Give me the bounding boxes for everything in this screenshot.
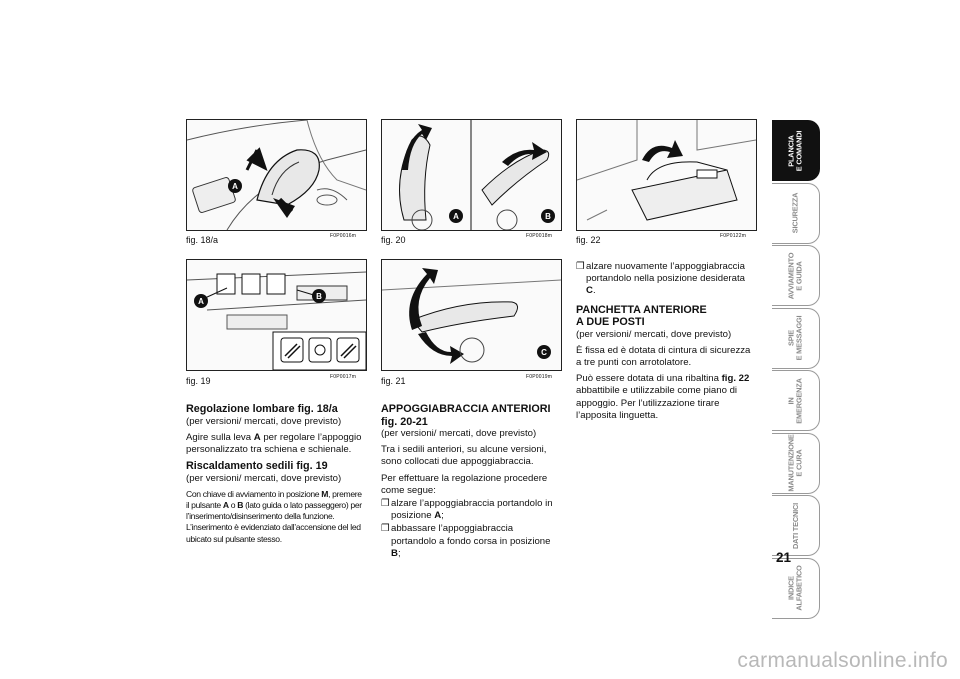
- page-number: 21: [776, 550, 792, 565]
- lumbar-heading: Regolazione lombare fig. 18/a: [186, 403, 338, 415]
- lumbar-paragraph: Agire sulla leva A per regolare l’appoggio personalizzato tra schiena e schienale.: [186, 431, 362, 455]
- armrest-position-illustration: [382, 260, 561, 370]
- chapter-tab-0[interactable]: [772, 120, 820, 181]
- armrest-heading-figs: fig. 20-21: [381, 415, 428, 428]
- armrest-subheading: (per versioni/ mercati, dove previsto): [381, 428, 537, 439]
- fig21-code: F0P0019m: [526, 374, 553, 380]
- armrest-heading: APPOGGIABRACCIA ANTERIORI: [381, 403, 551, 415]
- armrest-paragraph-2: Per effettuare la regolazione procedere come segue:: [381, 472, 548, 496]
- fig21-caption: fig. 21: [381, 376, 406, 386]
- fig18a-code: F0P0016m: [330, 233, 357, 239]
- armrest-paragraph-1: Tra i sedili anteriori, su alcune versioni, sono collocati due appoggiabraccia.: [381, 444, 547, 468]
- chapter-tab-label: PLANCIA E COMANDI: [786, 130, 804, 171]
- bench-subheading: (per versioni/ mercati, dove previsto): [576, 328, 732, 340]
- fig22-caption: fig. 22: [576, 235, 601, 245]
- armrest-bullet-2: ❒ abbassare l’appoggiabraccia portandolo a fondo corsa in posizione B;: [381, 523, 551, 559]
- seat-heating-illustration: [187, 260, 366, 370]
- lumbar-subheading: (per versioni/ mercati, dove previsto): [186, 415, 342, 427]
- figure-22: [576, 119, 757, 231]
- figure-20: [381, 119, 562, 231]
- chapter-tab-label: AVVIAMENTO E GUIDA: [786, 252, 804, 299]
- figure-21: [381, 259, 562, 371]
- fig20-label-b: B: [545, 212, 551, 221]
- chapter-tab-label: SPIE E MESSAGGI: [786, 315, 804, 361]
- bullet-marker: ❒: [576, 261, 585, 272]
- front-bench-table-illustration: [577, 120, 756, 230]
- fig19-caption: fig. 19: [186, 376, 211, 386]
- fig20-caption: fig. 20: [381, 235, 406, 245]
- chapter-tab-label: SICUREZZA: [790, 192, 800, 234]
- bench-heading-2: A DUE POSTI: [576, 316, 645, 329]
- chapter-tab-7[interactable]: [772, 558, 820, 619]
- armrest-raise-illustration: [382, 120, 561, 230]
- chapter-tab-4[interactable]: [772, 370, 820, 431]
- seat-heating-paragraph: Con chiave di avviamento in posizione M, premere il pulsante A o B (lato guida o lato passeggero) per l’inserimento/disinserimento della funzione. L’inserimento è evidenziato dall’accensione del led ubicato sul pulsante stesso.: [186, 488, 362, 544]
- fig19-label-a: A: [198, 297, 204, 306]
- chapter-tabs: [772, 120, 820, 620]
- seat-heating-heading: Riscaldamento sedili fig. 19: [186, 460, 328, 473]
- fig21-label-c: C: [541, 348, 547, 357]
- column-3: [576, 261, 756, 426]
- chapter-tab-label: IN EMERGENZA: [786, 377, 804, 424]
- bench-heading: PANCHETTA ANTERIORE: [576, 303, 707, 316]
- chapter-tab-label: INDICE ALFABETICO: [786, 565, 804, 611]
- chapter-tab-6[interactable]: [772, 495, 820, 556]
- lumbar-lever-illustration: [187, 120, 366, 230]
- chapter-tab-5[interactable]: [772, 433, 820, 494]
- figure-18a: [186, 119, 367, 231]
- column-2: [381, 403, 561, 561]
- chapter-tab-label: DATI TECNICI: [790, 502, 800, 549]
- fig19-label-b: B: [316, 292, 322, 301]
- column-1: [186, 403, 366, 549]
- fig20-label-a: A: [453, 212, 459, 221]
- seat-heating-subheading: (per versioni/ mercati, dove previsto): [186, 472, 342, 484]
- chapter-tab-2[interactable]: [772, 245, 820, 306]
- bullet-marker: ❒: [381, 523, 390, 535]
- bullet-marker: ❒: [381, 498, 390, 510]
- armrest-bullet-1: ❒ alzare l’appoggiabraccia portandolo in posizione A;: [381, 498, 553, 522]
- watermark: carmanualsonline.info: [737, 649, 948, 672]
- fig18a-caption: fig. 18/a: [186, 235, 219, 245]
- chapter-tab-label: MANUTENZIONE E CURA: [786, 434, 804, 492]
- fig20-code: F0P0018m: [526, 233, 553, 239]
- chapter-tab-1[interactable]: [772, 183, 820, 244]
- fig19-code: F0P0017m: [330, 374, 357, 380]
- fig22-code: F0P0122m: [720, 233, 747, 239]
- bench-paragraph-1: È fissa ed è dotata di cintura di sicurezza a tre punti con arrotolatore.: [576, 344, 751, 369]
- bench-paragraph-2: Può essere dotata di una ribaltina fig. 22 abbattibile e utilizzabile come piano di appoggio. Per l’utilizzazione tirare l’apposita linguetta.: [576, 373, 750, 421]
- figure-19: [186, 259, 367, 371]
- fig18a-label-a: A: [232, 182, 238, 191]
- armrest-bullet-3: ❒ alzare nuovamente l’appoggiabraccia portandolo nella posizione desiderata C.: [576, 261, 745, 297]
- chapter-tab-3[interactable]: [772, 308, 820, 369]
